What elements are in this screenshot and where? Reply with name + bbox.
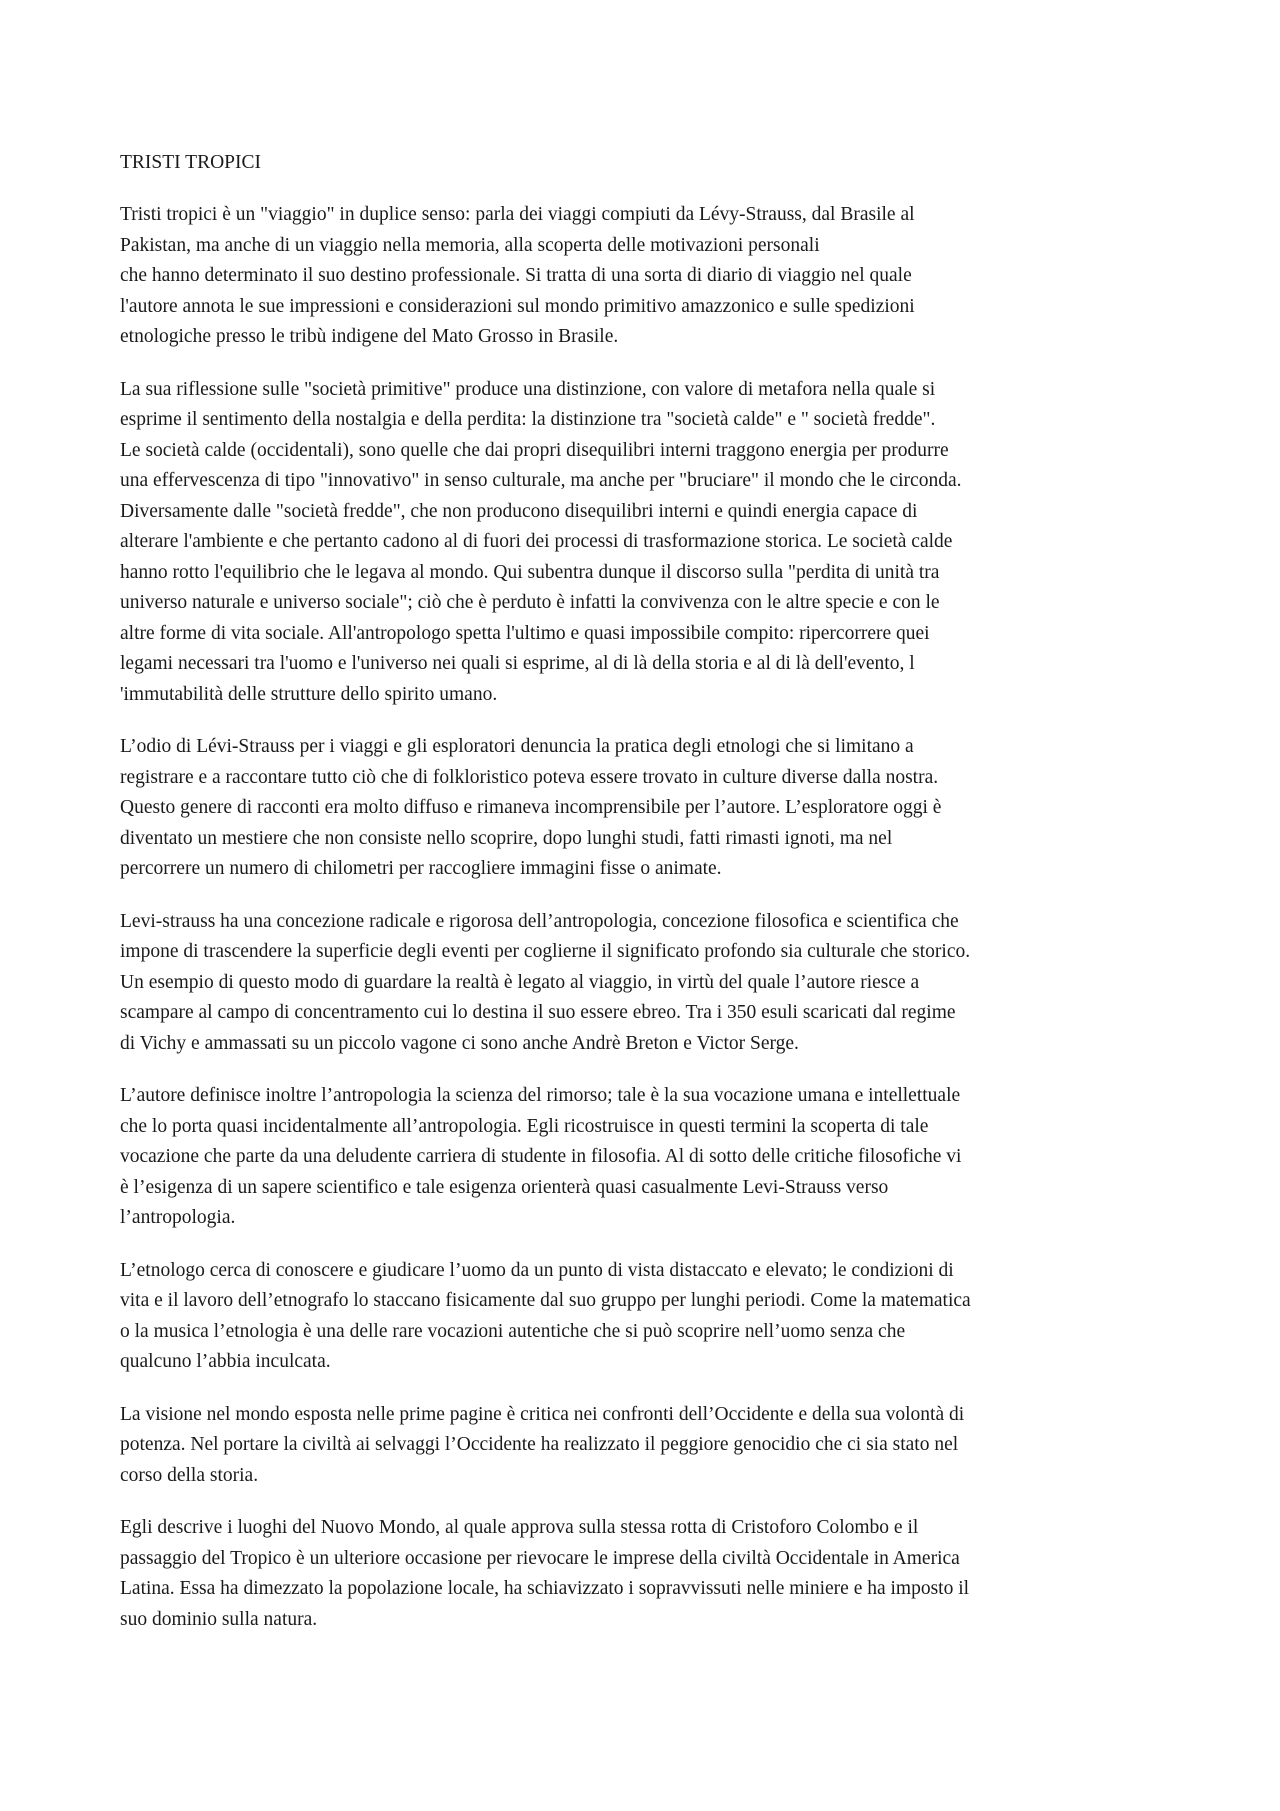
document-title: TRISTI TROPICI [120,152,262,173]
text-line: Tristi tropici è un "viaggio" in duplice senso: parla dei viaggi compiuti da Lévy-Strauss, dal Brasile al [120,204,915,225]
text-line: una effervescenza di tipo "innovativo" in senso culturale, ma anche per "bruciare" il mondo che le circonda. [120,470,962,491]
text-line: vocazione che parte da una deludente carriera di studente in filosofia. Al di sotto delle critiche filosofiche vi [120,1146,962,1167]
text-line: percorrere un numero di chilometri per raccogliere immagini fisse o animate. [120,858,722,879]
text-line: registrare e a raccontare tutto ciò che di folkloristico poteva essere trovato in culture diverse dalla nostra. [120,766,939,788]
text-line: Latina. Essa ha dimezzato la popolazione locale, ha schiavizzato i sopravvissuti nelle miniere e ha imposto il [120,1578,970,1599]
text-line: altre forme di vita sociale. All'antropologo spetta l'ultimo e quasi impossibile compito: ripercorrere quei [120,622,930,644]
text-line: Questo genere di racconti era molto diffuso e rimaneva incomprensibile per l’autore. L’esploratore oggi è [120,797,942,818]
text-line: che lo porta quasi incidentalmente all’antropologia. Egli ricostruisce in questi termini la scoperta di tale [120,1115,929,1137]
text-line: L’autore definisce inoltre l’antropologia la scienza del rimorso; tale è la sua vocazione umana e intellettuale [120,1085,961,1106]
text-line: suo dominio sulla natura. [120,1608,318,1630]
text-line: universo naturale e universo sociale"; ciò che è perduto è infatti la convivenza con le altre specie e con le [120,592,940,613]
text-line: esprime il sentimento della nostalgia e della perdita: la distinzione tra "società calde" e " società fredde". [120,409,936,430]
text-line: legami necessari tra l'uomo e l'universo nei quali si esprime, al di là della storia e al di là dell'evento, l [120,653,915,674]
paragraph [120,732,1160,885]
text-line: l'autore annota le sue impressioni e considerazioni sul mondo primitivo amazzonico e sulle spedizioni [120,295,915,317]
text-line: qualcuno l’abbia inculcata. [120,1351,331,1372]
paragraph [120,907,1160,1060]
text-line: corso della storia. [120,1464,259,1486]
text-line: La sua riflessione sulle "società primitive" produce una distinzione, con valore di metafora nella quale si [120,378,936,400]
text-line: Le società calde (occidentali), sono quelle che dai propri disequilibri interni traggono energia per produrre [120,439,949,461]
text-line: o la musica l’etnologia è una delle rare vocazioni autentiche che si può scoprire nell’uomo senza che [120,1320,906,1342]
text-line: L’etnologo cerca di conoscere e giudicare l’uomo da un punto di vista distaccato e elevato; le condizioni di [120,1259,954,1281]
text-line: che hanno determinato il suo destino professionale. Si tratta di una sorta di diario di viaggio nel quale [120,265,912,286]
paragraph [120,1081,1160,1234]
text-line: alterare l'ambiente e che pertanto cadono al di fuori dei processi di trasformazione storica. Le società calde [120,531,953,552]
paragraph [120,1256,1160,1378]
text-line: Pakistan, ma anche di un viaggio nella memoria, alla scoperta delle motivazioni personali [120,234,820,256]
text-line: hanno rotto l'equilibrio che le legava al mondo. Qui subentra dunque il discorso sulla "perdita di unità tra [120,561,940,583]
text-line: di Vichy e ammassati su un piccolo vagone ci sono anche Andrè Breton e Victor Serge. [120,1032,799,1054]
text-line: La visione nel mondo esposta nelle prime pagine è critica nei confronti dell’Occidente e della sua volontà di [120,1403,965,1425]
text-line: è l’esigenza di un sapere scientifico e tale esigenza orienterà quasi casualmente Levi-Strauss verso [120,1176,889,1198]
text-line: impone di trascendere la superficie degli eventi per coglierne il significato profondo sia culturale che storico. [120,941,971,962]
text-line: L’odio di Lévi-Strauss per i viaggi e gli esploratori denuncia la pratica degli etnologi che si limitano a [120,736,914,757]
text-line: l’antropologia. [120,1207,236,1228]
document-body [120,200,1160,1635]
paragraph [120,1400,1160,1492]
text-line: vita e il lavoro dell’etnografo lo staccano fisicamente dal suo gruppo per lunghi periodi. Come la matematica [120,1290,971,1311]
text-line: potenza. Nel portare la civiltà ai selvaggi l’Occidente ha realizzato il peggiore genocidio che ci sia stato nel [120,1434,959,1455]
text-line: passaggio del Tropico è un ulteriore occasione per rievocare le imprese della civiltà Occidentale in America [120,1547,960,1569]
text-line: 'immutabilità delle strutture dello spirito umano. [120,683,498,705]
paragraph [120,1513,1160,1635]
text-line: Egli descrive i luoghi del Nuovo Mondo, al quale approva sulla stessa rotta di Cristoforo Colombo e il [120,1517,919,1538]
text-line: Un esempio di questo modo di guardare la realtà è legato al viaggio, in virtù del quale l’autore riesce a [120,971,920,993]
text-line: Levi-strauss ha una concezione radicale e rigorosa dell’antropologia, concezione filosofica e scientifica che [120,910,959,932]
text-line: diventato un mestiere che non consiste nello scoprire, dopo lunghi studi, fatti rimasti ignoti, ma nel [120,827,893,849]
document-page [120,148,1160,1657]
paragraph [120,375,1160,711]
text-line: etnologiche presso le tribù indigene del Mato Grosso in Brasile. [120,326,619,347]
paragraph [120,200,1160,353]
text-line: Diversamente dalle "società fredde", che non producono disequilibri interni e quindi energia capace di [120,500,918,522]
text-line: scampare al campo di concentramento cui lo destina il suo essere ebreo. Tra i 350 esuli scaricati dal regime [120,1002,956,1023]
